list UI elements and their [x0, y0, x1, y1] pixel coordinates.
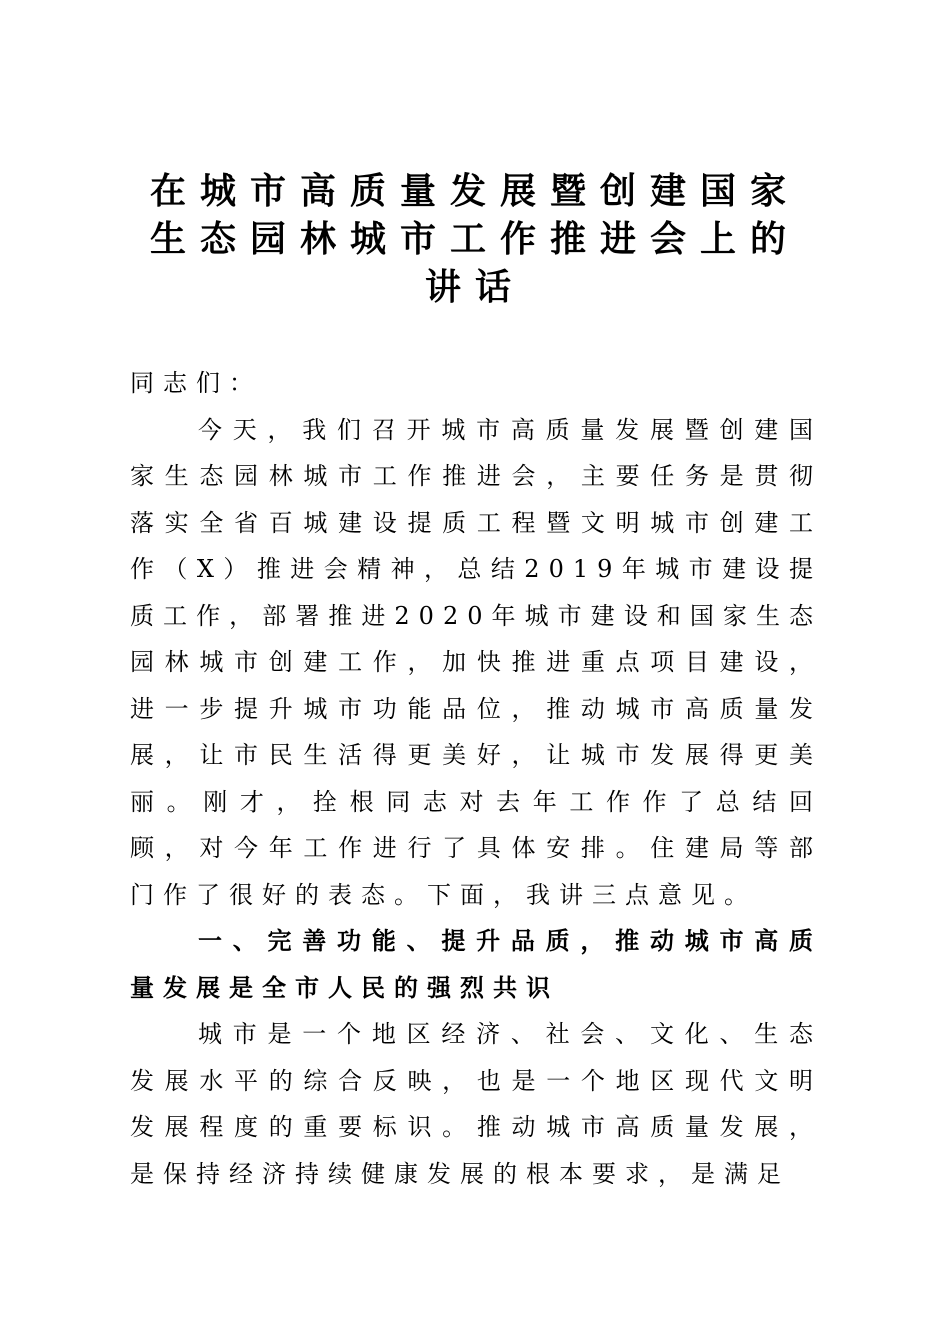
intro-paragraph: 今天，我们召开城市高质量发展暨创建国家生态园林城市工作推进会，主要任务是贯彻落实全省百城建设提质工程暨文明城市创建工作（X）推进会精神，总结2019年城市建设提质工作，部署推进2020年城市建设和国家生态园林城市创建工作，加快推进重点项目建设，进一步提升城市功能品位，推动城市高质量发展，让市民生活得更美好，让城市发展得更美丽。刚才，拴根同志对去年工作作了总结回顾，对今年工作进行了具体安排。住建局等部门作了很好的表态。下面，我讲三点意见。 — [130, 415, 822, 909]
title-line-2: 生态园林城市工作推进会上的 — [149, 219, 800, 260]
document-title — [130, 168, 820, 312]
section-paragraph: 城市是一个地区经济、社会、文化、生态发展水平的综合反映，也是一个地区现代文明发展程度的重要标识。推动城市高质量发展，是保持经济持续健康发展的根本要求，是满足 — [130, 1020, 822, 1188]
section-heading: 一、完善功能、提升品质，推动城市高质量发展是全市人民的强烈共识 — [130, 927, 822, 1002]
salutation: 同志们： — [130, 369, 262, 397]
title-line-3: 讲话 — [424, 267, 525, 308]
document-body — [130, 360, 822, 1197]
title-line-1: 在城市高质量发展暨创建国家 — [149, 171, 800, 212]
